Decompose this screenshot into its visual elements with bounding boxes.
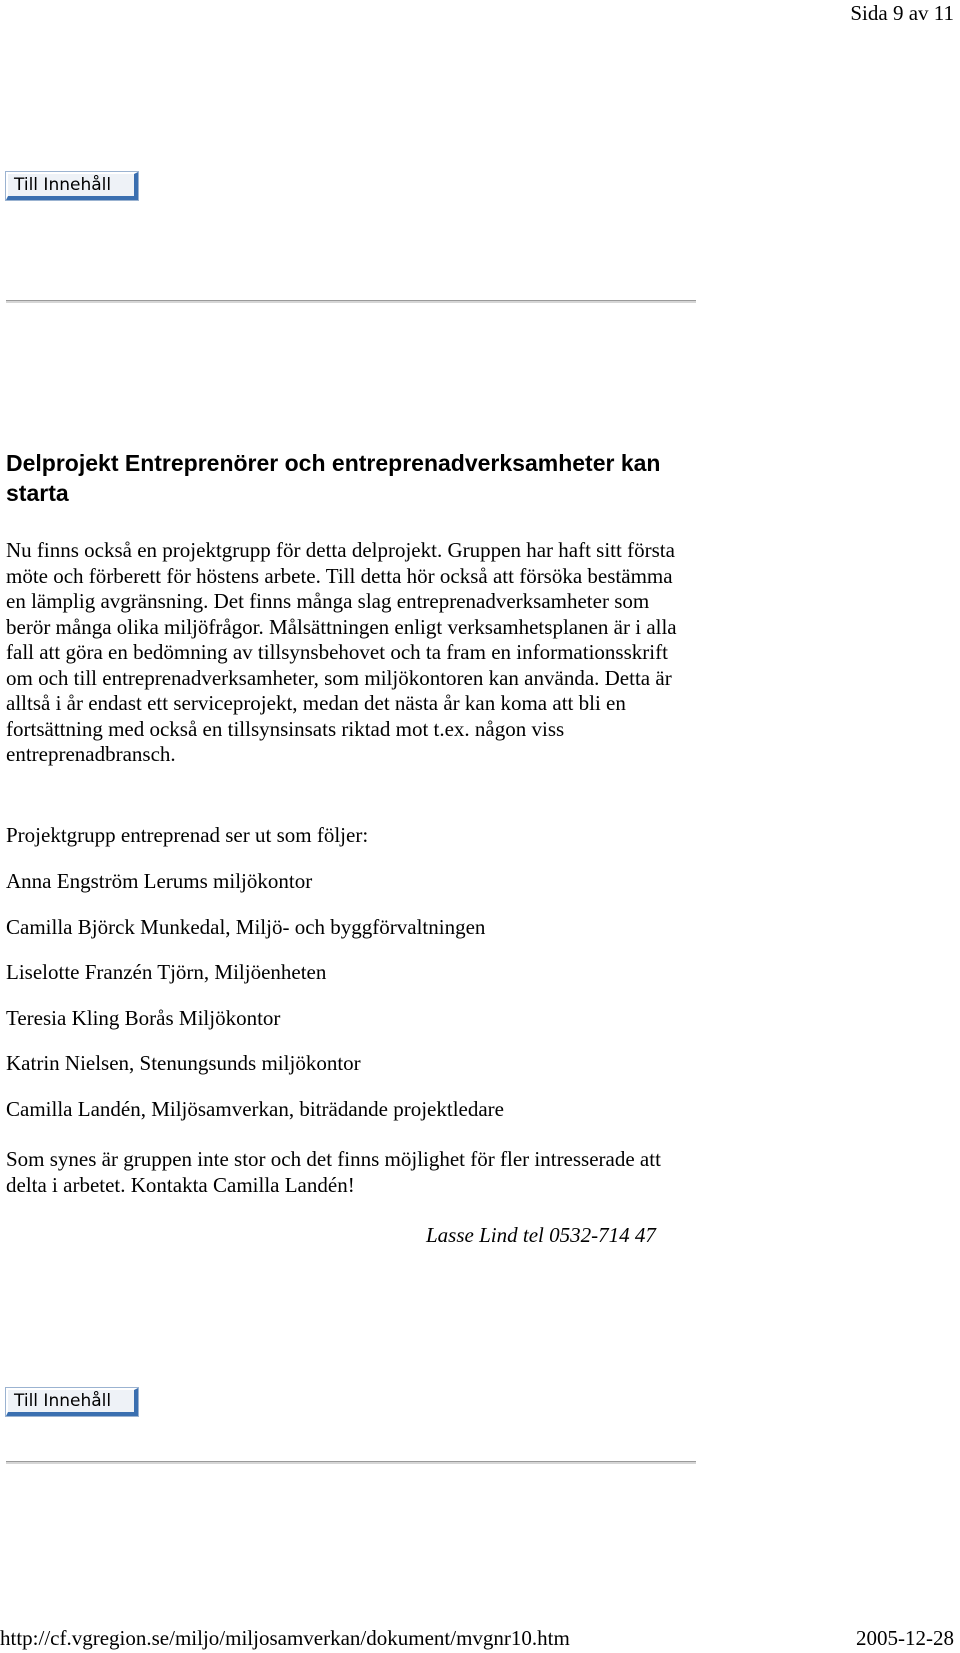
member-item: Anna Engström Lerums miljökontor [6, 869, 313, 893]
article-intro: Nu finns också en projektgrupp för detta delprojekt. Gruppen har haft sitt första möte och förberett för höstens arbete. Till detta hör också att försöka bestämma en lämplig avgränsning. Det finns många slag entreprenadverksamheter som berör många olika miljöfrågor. Målsättningen enligt verksamhetsplanen är i alla fall att göra en bedömning av tillsynsbehovet och ta fram en informationsskrift om och till entreprenadverksamheter, som miljökontoren kan använda. Detta är alltså i år endast ett serviceprojekt, medan det nästa år kan koma att bli en fortsättning med också en tillsynsinsats riktad mot t.ex. någon viss entreprenadbransch. [6, 538, 677, 766]
toc-button-top[interactable]: Till Innehåll [6, 172, 138, 200]
divider-bottom [6, 1461, 696, 1464]
signature: Lasse Lind tel 0532-714 47 [426, 1223, 656, 1247]
member-item: Katrin Nielsen, Stenungsunds miljökontor [6, 1051, 361, 1075]
closing-text: Som synes är gruppen inte stor och det finns möjlighet för fler intresserade att delta i arbetet. Kontakta Camilla Landén! [6, 1147, 661, 1197]
article-title: Delprojekt Entreprenörer och entreprenadverksamheter kan starta [6, 450, 661, 506]
member-item: Camilla Landén, Miljösamverkan, biträdande projektledare [6, 1097, 504, 1121]
divider-top [6, 300, 696, 303]
member-item: Camilla Björck Munkedal, Miljö- och byggförvaltningen [6, 915, 486, 939]
footer-date: 2005-12-28 [856, 1626, 954, 1650]
page-number: Sida 9 av 11 [850, 1, 954, 25]
member-item: Liselotte Franzén Tjörn, Miljöenheten [6, 960, 327, 984]
footer-url: http://cf.vgregion.se/miljo/miljosamverkan/dokument/mvgnr10.htm [0, 1626, 570, 1650]
group-intro: Projektgrupp entreprenad ser ut som följer: [6, 823, 369, 847]
member-item: Teresia Kling Borås Miljökontor [6, 1006, 281, 1030]
toc-button-bottom[interactable]: Till Innehåll [6, 1388, 138, 1416]
